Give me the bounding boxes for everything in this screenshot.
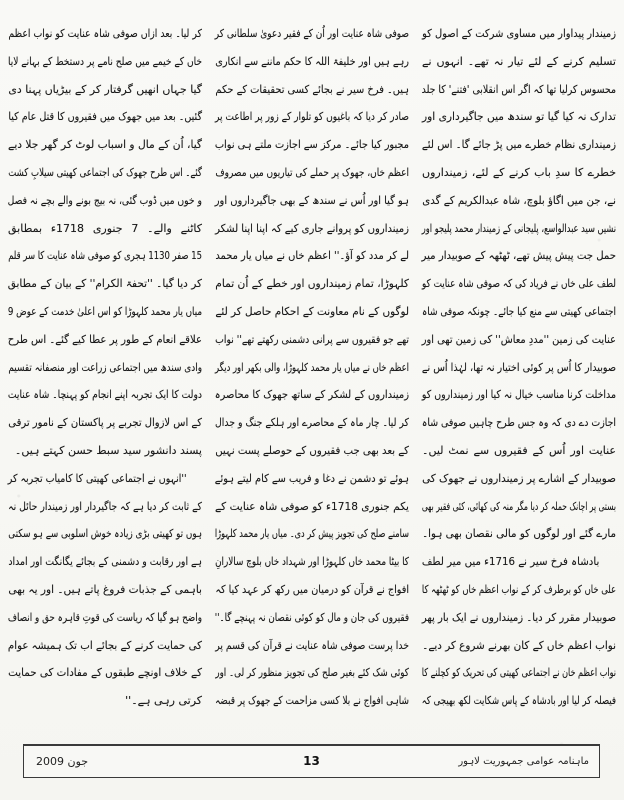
text-line: مجبور کیا جائے۔ مرکز سے اجازت ملتے ہی نواب xyxy=(214,138,409,152)
text-line: نواب اعظم خاں کے کان بھرنے شروع کر دیے۔ xyxy=(422,638,616,652)
text-line: و خوں میں ڈوب گئی، نہ بیج بونے والے بچے نہ فصل xyxy=(7,193,203,207)
text-line: نواب اعظم خان نے اجتماعی کھیتی کی تحریک کو کچلنے کا xyxy=(421,666,616,680)
text-line: فقیروں کی جان و مال کو کوئی نقصان نہ پہنچے گا۔'' xyxy=(214,610,409,624)
text-line: خاں کے خیمے میں صلح نامے پر دستخط کے بہانے لایا xyxy=(7,54,203,68)
text-line: صوبیدار مقرر کر دیا۔ زمینداروں نے ایک بار پھر xyxy=(421,610,616,624)
text-line: نے، جن میں اگاؤ بلوچ، شاہ عبدالکریم کے گدی xyxy=(422,193,616,207)
text-line: مارے گئے اور لوگوں کو مالی نقصان بھی ہوا۔ xyxy=(422,527,616,541)
text-line: بستی پر اچانک حملہ کر دیا مگر منہ کی کھائی، کئی فقیر بھی xyxy=(421,499,616,513)
text-line: ہو گیا اور اُس نے سندھ کے بھی جاگیرداروں اور xyxy=(214,193,409,207)
text-line: ہوں تو کھیتی بڑی زیادہ خوش اسلوبی سے ہو سکتی xyxy=(8,527,203,541)
article-body xyxy=(8,20,616,716)
page-number: 13 xyxy=(303,754,320,768)
text-line: اجازت دے دی کہ وہ جس طرح چاہیں صوفی شاہ xyxy=(421,416,616,430)
text-line: کر دیا گیا۔ ''تحفۃ الکرام'' کے بیان کے مطابق xyxy=(7,277,202,291)
text-line: تھے جو فقیروں سے پرانی دشمنی رکھتے تھے'' نواب xyxy=(215,332,409,346)
text-line: زمینداروں کو پروانے جاری کیے کہ اپنا اپنا لشکر xyxy=(215,221,409,235)
text-line: کوئی شک کئے بغیر صلح کی تجویز منظور کر لی۔ اور xyxy=(215,666,409,680)
text-line: کرتی رہی ہے۔'' xyxy=(125,694,202,708)
text-line: کا بیٹا محمد خاں کلہوڑا اور شہداد خاں بلوچ سالارانِ xyxy=(215,555,409,569)
text-line: لطف علی خاں نے فریاد کی کہ صوفی شاہ عنایت کو xyxy=(421,277,616,291)
text-line: گیا، اُن کے مال و اسباب لوٹ کر گھر جلا دیے xyxy=(8,138,202,152)
column-right xyxy=(422,20,616,716)
text-line: محسوس کرلیا تھا کہ اگر اس انقلابی 'فتنے' کا جلد xyxy=(421,82,616,96)
text-line: گیا جہاں انھیں گرفتار کر کے بیڑیاں پہنا دی xyxy=(8,82,203,96)
text-line: لوگوں کے نام معاونت کے احکام حاصل کر لئے xyxy=(215,304,409,318)
text-line: کر لیا۔ چار ماہ کے محاصرے اور ہلکے جنگ و جدال xyxy=(215,416,409,430)
text-line: عنایت اور اُس کے فقیروں سے نمٹ لیں۔ xyxy=(422,443,616,457)
text-line: واضح ہو گیا کہ ریاست کی قوتِ قاہرہ حق و انصاف xyxy=(7,610,202,624)
issue-date: جون 2009 xyxy=(36,755,89,768)
text-line: خطرے کا سدِ باب کرنے کے لئے، زمینداروں xyxy=(422,165,616,179)
text-line: زمیندار پیداوار میں مساوی شرکت کے اصول کو xyxy=(422,27,616,40)
text-line: گئے۔ اس طرح جھوک کی اجتماعی کھیتی سیلابِ کشت xyxy=(8,165,203,179)
text-line: شاہی افواج نے بلا کسی مزاحمت کے جھوک پر قبضہ xyxy=(215,694,409,708)
text-line: مداخلت کرنا مناسب خیال نہ کیا اور زمینداروں کو xyxy=(421,388,616,402)
text-line: کے بعد بھی جب فقیروں کے حوصلے پست نہیں xyxy=(215,443,409,457)
text-line: زمینداروں کے لشکر کے ساتھ جھوک کا محاصرہ xyxy=(214,388,409,402)
text-line: سامنے صلح کی تجویز پیش کر دی۔ میاں یار محمد کلہوڑا xyxy=(214,527,409,541)
column-middle xyxy=(215,20,409,716)
text-line: خدا پرست صوفی شاہ عنایت نے قرآن کی قسم پر xyxy=(215,638,409,652)
text-line: کلہوڑا، تمام زمینداروں اور خطے کے اُن تمام xyxy=(215,277,409,291)
text-line: بادشاہ فرخ سیر نے 1716ء میں میر لطف xyxy=(421,555,600,569)
text-line: پسند دانشور سید سبط حسن کہتے ہیں۔ xyxy=(14,443,202,457)
text-line: علی خاں کو برطرف کر کے نواب اعظم خاں کو ٹھٹھہ کا xyxy=(421,582,616,596)
column-left xyxy=(8,20,202,716)
text-line: صوفی شاہ عنایت اور اُن کے فقیر دعویٰ سلطانی کر xyxy=(214,27,409,40)
text-line: گئیں۔ بعد میں جھوک میں فقیروں کا قتل عام کیا xyxy=(8,110,202,124)
text-line: عنایت کی زمین ''مددِ معاش'' کی زمین تھی اور xyxy=(421,332,616,346)
text-line: صوبیدار کا اُس پر کوئی اختیار نہ تھا، لہٰذا اُس نے xyxy=(421,360,616,374)
text-line: 15 صفر 1130 ہجری کو صوفی شاہ عنایت کا سر قلم xyxy=(8,249,202,263)
text-line: ہوئے تو دشمن نے دغا و فریب سے کام لیتے ہوئے xyxy=(214,471,409,485)
journal-title: ماہنامہ عوامی جمہوریت لاہور xyxy=(458,756,589,767)
text-line: اعظم خاں نے میاں یار محمد کلہوڑا، والی بکھر اور دیگر xyxy=(214,360,409,374)
text-line: کر لیا۔ بعد ازاں صوفی شاہ عنایت کو نواب اعظم xyxy=(8,27,202,40)
text-line: باہمی کے جذبات فروغ پاتے ہیں۔ اور یہ بھی xyxy=(8,582,202,596)
text-line: تسلیم کرنے کے لئے تیار نہ تھے۔ انہوں نے xyxy=(422,54,616,68)
text-line: صوبیدار کے اشارے پر زمینداروں نے جھوک کی xyxy=(422,471,616,485)
text-line: کے ثابت کر دیا ہے کہ جاگیردار اور زمیندار حائل نہ xyxy=(8,499,202,513)
text-line: اعظم خاں، جھوک پر حملے کی تیاریوں میں مصروف xyxy=(215,165,409,179)
text-line: کے اس لازوال تجربے پر پاکستان کے نامور ترقی xyxy=(8,416,202,430)
text-line: کاٹنے والے۔ 7 جنوری 1718ء بمطابق xyxy=(8,221,202,235)
text-line: رہے ہیں اور خلیفۃ اللہ کا حکم ماننے سے انکاری xyxy=(215,54,409,68)
text-line: علاقے انعام کے طور پر عطا کیے گئے۔ اس طرح xyxy=(7,332,202,346)
text-line: ہیں۔ فرخ سیر نے بجائے کسی تحقیقات کے حکم xyxy=(215,82,409,96)
text-line: دولت کا ایک تجربہ اپنے انجام کو پہنچا۔ شاہ عنایت xyxy=(7,388,202,402)
text-line: یکم جنوری 1718ء کو صوفی شاہ عنایت کے xyxy=(214,499,409,513)
text-line: میاں یار محمد کلہوڑا کو اس اعلیٰ خدمت کے عوض 9 xyxy=(7,304,202,318)
text-line: فیصلہ کر لیا اور بادشاہ کے پاس شکایت لکھ بھیجی کہ xyxy=(421,694,616,708)
text-line: لے کر مدد کو آؤ۔'' اعظم خاں نے میاں یار محمد xyxy=(215,249,409,263)
text-line: وادی سندھ میں اجتماعی زراعت اور منصفانہ تقسیم xyxy=(8,360,202,374)
text-line: نشیں سید عبدالواسع، پلیجانی کے زمیندار محمد پلیجو اور xyxy=(421,221,616,235)
text-line: افواج نے قرآن کو درمیان میں رکھ کر عہد کیا کہ xyxy=(215,582,409,596)
footer xyxy=(23,744,600,778)
text-line: ہے اور رقابت و دشمنی کے بجائے یگانگت اور امداد xyxy=(8,555,202,569)
text-line: صادر کر دیا کہ باغیوں کو تلوار کے زور پر اطاعت پر xyxy=(215,110,409,124)
text-line: زمینداری نظام خطرے میں پڑ جائے گا۔ اس لئے xyxy=(421,138,616,152)
text-line: اجتماعی کھیتی سے منع کیا جائے۔ چونکہ صوفی شاہ xyxy=(422,304,616,318)
text-line: حمل جت پیش پیش تھے، ٹھٹھہ کے صوبیدار میر xyxy=(421,249,616,263)
text-line: کے خلاف اونچے طبقوں کے مفادات کی حمایت xyxy=(8,666,203,680)
text-line: تدارک نہ کیا گیا تو سندھ میں جاگیرداری اور xyxy=(422,110,616,124)
text-line: کی حمایت کرنے کے بجائے اب تک ہمیشہ عوام xyxy=(7,638,203,652)
text-line: ''انہوں نے اجتماعی کھیتی کا کامیاب تجربہ کر xyxy=(7,471,187,485)
